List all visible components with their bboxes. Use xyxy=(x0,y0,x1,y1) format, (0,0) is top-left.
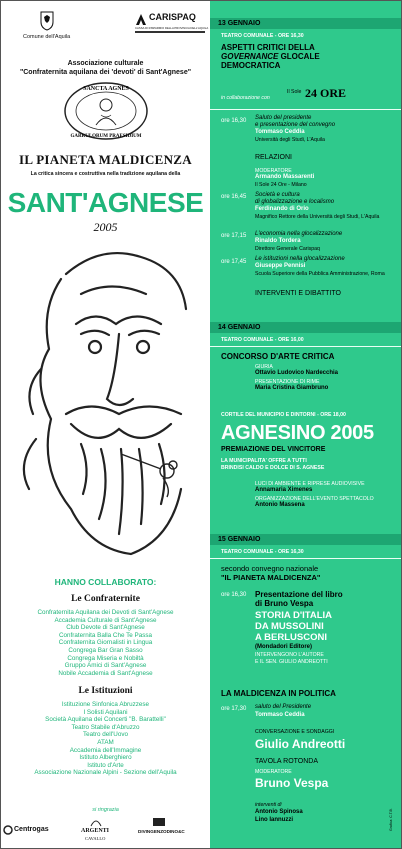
dibattito-label: INTERVENTI E DIBATTITO xyxy=(255,290,341,297)
list-item: I Solisti Aquilani xyxy=(83,708,128,716)
divider xyxy=(210,346,401,347)
dorio-role: Magnifico Rettore della Università degli Studi, L'Aquila xyxy=(255,214,380,220)
time-3: ore 17,15 xyxy=(221,233,247,239)
iannuzzi-name: Lino Iannuzzi xyxy=(255,817,293,823)
publisher: (Mondadori Editore) xyxy=(255,644,312,650)
tordera-name: Rinaldo Tordera xyxy=(255,238,301,244)
argenti-logo-icon xyxy=(89,816,103,828)
list-item: ATAM xyxy=(97,738,114,746)
offre-line-1: LA MUNICIPALITA' OFFRE A TUTTI xyxy=(221,458,307,464)
istituzioni-title: Le Istituzioni xyxy=(78,686,133,696)
item-1-text2: e presentazione del convegno xyxy=(255,122,336,128)
pennisi-role: Scuola Superiore della Pubblica Amministrazione, Roma xyxy=(255,271,385,277)
saluto-name: Tommaso Ceddia xyxy=(255,712,305,718)
saluto-label: saluto del Presidente xyxy=(255,704,312,710)
governance-word: GOVERNANCE xyxy=(221,52,279,61)
divider xyxy=(210,558,401,559)
item-2-text: Società e cultura xyxy=(255,192,300,198)
confraternite-title: Le Confraternite xyxy=(71,594,140,604)
offre-line-2: BRINDISI CALDO E DOLCE DI S. AGNESE xyxy=(221,465,325,471)
sponsor-divingenzo: DIVINGENZODINO&C xyxy=(138,829,185,834)
day1-collab-label: in collaborazione con xyxy=(221,95,270,101)
time-5: ore 16,30 xyxy=(221,592,247,598)
list-item: Accademia dell'Immagine xyxy=(69,746,142,754)
time-6: ore 17,30 xyxy=(221,706,247,712)
sole-24-ore-logo: 24 ORE xyxy=(305,86,347,100)
spinosa-name: Antonio Spinosa xyxy=(255,809,303,815)
list-item: Confraternita Balla Che Te Passa xyxy=(59,631,152,639)
day1-title-3: DEMOCRATICA xyxy=(221,61,281,70)
presenta-label: PRESENTAZIONE DI RIME xyxy=(255,379,320,385)
moderatore-label-2: MODERATORE xyxy=(255,769,292,775)
list-item: Istituto Alberghiero xyxy=(79,754,132,762)
conv-line-1: secondo convegno nazionale xyxy=(221,564,319,573)
sponsor-centrogas: Centrogas xyxy=(14,826,49,833)
relazioni-label: RELAZIONI xyxy=(255,154,292,161)
pres-line-1: Presentazione del libro xyxy=(255,590,343,599)
list-item: Congrega Bar Gran Sasso xyxy=(68,646,143,654)
massarenti-name: Armando Massarenti xyxy=(255,174,315,180)
centrogas-logo-icon xyxy=(3,825,13,835)
item-1-name: Tommaso Ceddia xyxy=(255,129,305,135)
list-item: Accademia Culturale di Sant'Agnese xyxy=(54,616,157,624)
seal-top-text: SANCTA AGNES xyxy=(83,86,129,92)
confraternite-list xyxy=(1,609,210,677)
politica-section: LA MALDICENZA IN POLITICA xyxy=(221,689,336,698)
interv-line-1: INTERVENGONO L'AUTORE xyxy=(255,652,324,658)
sole-prefix: Il Sole xyxy=(287,89,302,95)
day2-title: CONCORSO D'ARTE CRITICA xyxy=(221,352,335,361)
sponsor-cavallo: CAVALLO xyxy=(85,836,106,841)
day1-date: 13 GENNAIO xyxy=(210,18,401,29)
sponsor-tag: CASSA DI RISPARMIO DELLA PROVINCIA DELL'AQUILA xyxy=(135,26,209,30)
credit-text: Grafica: C.T.B. xyxy=(389,808,393,831)
list-item: Gruppo Amici di Sant'Agnese xyxy=(64,662,147,670)
luci-name: Annamaria Ximenes xyxy=(255,487,313,493)
book-line-2: DA MUSSOLINI xyxy=(255,621,324,632)
collab-title: HANNO COLLABORATO: xyxy=(54,577,157,587)
istituzioni-list xyxy=(1,701,210,777)
day2-date: 14 GENNAIO xyxy=(210,322,401,333)
assoc-line-2: "Confraternita aquilana dei 'devoti' di Sant'Agnese" xyxy=(19,69,192,76)
item-1-text: Saluto del presidente xyxy=(255,115,312,121)
day3-venue: TEATRO COMUNALE - ORE 16,30 xyxy=(221,549,304,555)
divider xyxy=(210,109,401,110)
luci-label: LUCI DI AMBIENTE E RIPRESE AUDIOVISIVE xyxy=(255,481,365,487)
main-title: SANT'AGNESE xyxy=(7,187,204,218)
day1-title-2 xyxy=(221,52,320,61)
giuria-label: GIURIA xyxy=(255,364,273,370)
item-2-text2: di globalizzazione e localismo xyxy=(255,199,335,205)
day2-venue-2: CORTILE DEL MUNICIPIO E DINTORNI - ORE 18,00 xyxy=(221,412,346,418)
sant-agnese-seal-icon xyxy=(63,81,149,141)
item-4-text: Le istituzioni nella glocalizzazione xyxy=(255,256,345,262)
giuria-name: Ottavio Ludovico Nardecchia xyxy=(255,370,339,376)
list-item: Istituzione Sinfonica Abruzzese xyxy=(61,701,150,708)
conv-label: CONVERSAZIONE E SONDAGGI xyxy=(255,729,335,735)
day3-date: 15 GENNAIO xyxy=(210,534,401,545)
list-item: Teatro Stabile d'Abruzzo xyxy=(71,723,140,731)
divingenzo-logo-icon xyxy=(151,816,167,828)
item-3-text: L'economia nella glocalizzazione xyxy=(255,231,343,237)
day1-venue: TEATRO COMUNALE - ORE 16,30 xyxy=(221,33,304,39)
list-item: Confraternita Giornalisti in Lingua xyxy=(58,639,153,647)
seal-bottom-text: GARRULORUM PRAESIDIUM xyxy=(70,134,142,139)
list-item: Confraternita Aquilana dei Devoti di Sant'Agnese xyxy=(37,609,174,616)
time-2: ore 16,45 xyxy=(221,194,247,200)
day1-title-1: ASPETTI CRITICI DELLA xyxy=(221,43,315,52)
book-line-1: STORIA D'ITALIA xyxy=(255,610,333,621)
event-title: IL PIANETA MALDICENZA xyxy=(19,152,192,167)
sponsor-logos xyxy=(1,816,210,846)
sponsor-argenti: ARGENTI xyxy=(81,828,110,834)
pennisi-name: Giuseppe Pennisi xyxy=(255,263,306,269)
carispaq-logo-icon xyxy=(135,12,147,26)
thanks-label: si ringrazia xyxy=(92,807,119,813)
glocale-word: GLOCALE xyxy=(278,52,320,61)
moderatore-label: MODERATORE xyxy=(255,168,292,174)
main-year: 2005 xyxy=(93,220,118,234)
day2-venue: TEATRO COMUNALE - ORE 16,00 xyxy=(221,337,304,343)
tavola-rotonda: TAVOLA ROTONDA xyxy=(255,758,319,765)
andreotti-name: Giulio Andreotti xyxy=(255,737,346,751)
list-item: Società Aquilana dei Concerti "B. Barattelli" xyxy=(45,716,166,724)
list-item: Nobile Accademia di Sant'Agnese xyxy=(58,669,153,677)
interventi-label: interventi di xyxy=(255,802,282,808)
vespa-name: Bruno Vespa xyxy=(255,776,329,790)
org-label: ORGANIZZAZIONE DELL'EVENTO SPETTACOLO xyxy=(255,496,374,502)
list-item: Congrega Miseria e Nobiltà xyxy=(67,654,144,662)
left-column xyxy=(1,1,210,848)
massarenti-role: Il Sole 24 Ore - Milano xyxy=(255,182,307,188)
list-item: Associazione Nazionale Alpini - Sezione dell'Aquila xyxy=(34,769,177,777)
premiazione-label: PREMIAZIONE DEL VINCITORE xyxy=(221,446,326,453)
time-4: ore 17,45 xyxy=(221,259,247,265)
sponsor-name: CARISPAQ xyxy=(149,12,196,22)
tordera-role: Direttore Generale Carispaq xyxy=(255,246,320,252)
dorio-name: Ferdinando di Orio xyxy=(255,206,309,212)
book-line-3: A BERLUSCONI xyxy=(255,632,327,643)
event-subtitle: La critica sincera e costruttiva nella tradizione aquilana della xyxy=(30,171,181,177)
agnesino-title: AGNESINO 2005 xyxy=(221,422,374,444)
list-item: Club Devote di Sant'Agnese xyxy=(66,624,145,632)
mask-face-illustration xyxy=(21,239,196,564)
comune-crest-icon xyxy=(39,11,55,31)
sponsor-rule xyxy=(135,31,205,33)
pres-line-2: di Bruno Vespa xyxy=(255,599,314,608)
item-1-role: Università degli Studi, L'Aquila xyxy=(255,137,325,143)
presenta-name: Maria Cristina Giambruno xyxy=(255,385,329,391)
logo-row xyxy=(1,9,210,45)
list-item: Istituto d'Arte xyxy=(87,761,124,769)
list-item: Teatro dell'Uovo xyxy=(83,731,128,739)
assoc-line-1: Associazione culturale xyxy=(67,60,144,67)
comune-label: Comune dell'Aquila xyxy=(23,34,71,40)
org-name: Antonio Massena xyxy=(255,502,305,508)
interv-line-2: E IL SEN. GIULIO ANDREOTTI xyxy=(255,659,328,665)
time-1: ore 16,30 xyxy=(221,118,247,124)
conv-line-2: "IL PIANETA MALDICENZA" xyxy=(221,573,321,582)
association-heading xyxy=(1,59,210,77)
